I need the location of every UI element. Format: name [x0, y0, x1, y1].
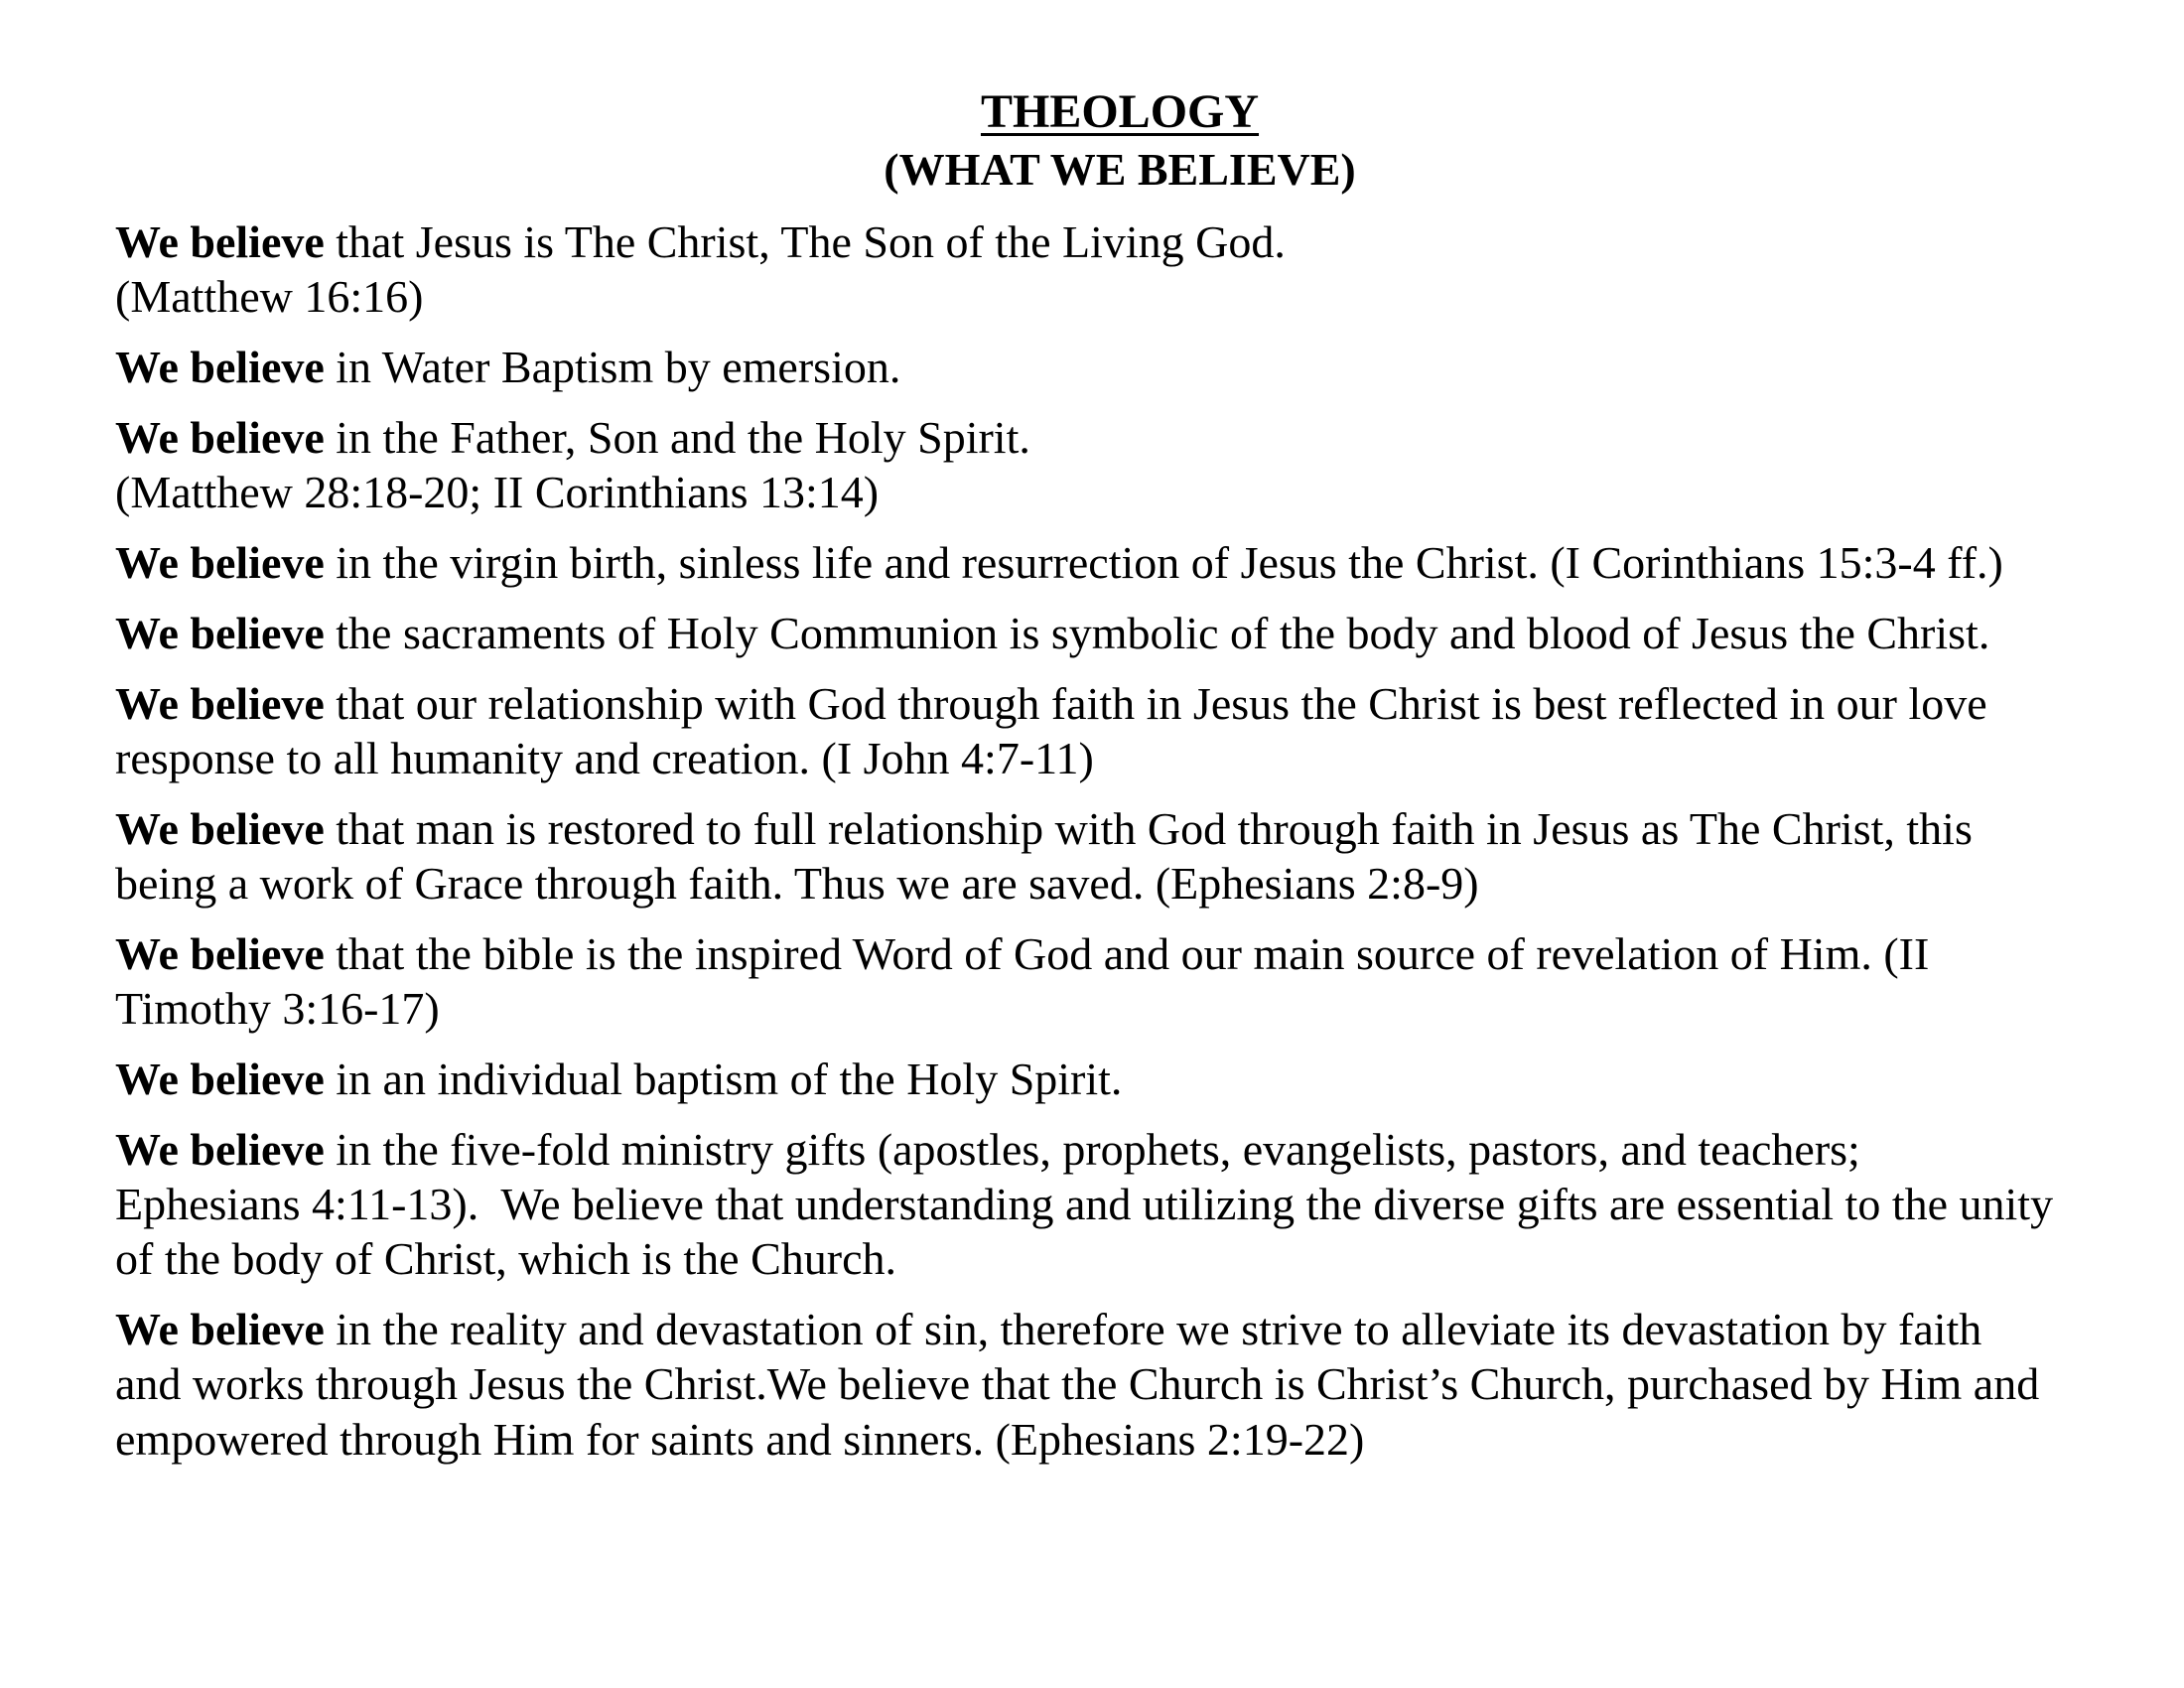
belief-text: (Matthew 28:18-20; II Corinthians 13:14): [115, 467, 880, 518]
paragraph-line: [115, 214, 2160, 269]
belief-paragraph: [115, 1122, 2160, 1287]
paragraph-line: [115, 269, 2160, 324]
paragraph-line: [115, 1356, 2160, 1411]
belief-lead: We believe: [115, 802, 325, 854]
paragraph-line: [115, 535, 2160, 590]
page-subtitle: (WHAT WE BELIEVE): [884, 144, 1356, 195]
belief-paragraph: [115, 606, 2160, 660]
belief-text: in the five-fold ministry gifts (apostles, prophets, evangelists, pastors, and teachers;: [324, 1123, 1860, 1175]
belief-text: (Matthew 16:16): [115, 271, 424, 323]
belief-paragraph: [115, 535, 2160, 590]
belief-lead: We believe: [115, 1123, 325, 1175]
paragraph-line: [115, 1412, 2160, 1467]
belief-text: Ephesians 4:11-13). We believe that understanding and utilizing the diverse gifts are essential to the unity: [115, 1178, 2054, 1229]
belief-paragraph: [115, 214, 2160, 325]
belief-paragraph: [115, 926, 2160, 1037]
belief-text: that our relationship with God through faith in Jesus the Christ is best reflected in our love: [324, 677, 1987, 729]
belief-text: response to all humanity and creation. (I John 4:7-11): [115, 732, 1094, 783]
paragraph-line: [115, 1302, 2160, 1356]
belief-lead: We believe: [115, 342, 325, 393]
paragraph-line: [115, 1052, 2160, 1106]
paragraph-line: [115, 1231, 2160, 1286]
paragraph-line: [115, 676, 2160, 731]
belief-lead: We believe: [115, 1304, 325, 1355]
belief-text: in the Father, Son and the Holy Spirit.: [324, 411, 1030, 463]
paragraph-line: [115, 731, 2160, 785]
belief-paragraph: [115, 1302, 2160, 1467]
belief-text: in Water Baptism by emersion.: [324, 342, 901, 393]
belief-text: the sacraments of Holy Communion is symbolic of the body and blood of Jesus the Christ.: [324, 607, 1990, 658]
belief-lead: We believe: [115, 411, 325, 463]
belief-text: that man is restored to full relationship with God through faith in Jesus as The Christ, this: [324, 802, 1973, 854]
belief-lead: We believe: [115, 536, 325, 588]
belief-text: that Jesus is The Christ, The Son of the Living God.: [324, 216, 1286, 267]
belief-text: in an individual baptism of the Holy Spirit.: [324, 1053, 1123, 1104]
paragraph-line: [115, 926, 2160, 981]
belief-text: in the reality and devastation of sin, therefore we strive to alleviate its devastation by faith: [324, 1304, 1982, 1355]
paragraph-line: [115, 410, 2160, 465]
belief-paragraph: [115, 1052, 2160, 1106]
belief-lead: We believe: [115, 607, 325, 658]
belief-lead: We believe: [115, 927, 325, 979]
belief-text: of the body of Christ, which is the Church.: [115, 1233, 897, 1285]
belief-text: being a work of Grace through faith. Thus we are saved. (Ephesians 2:8-9): [115, 857, 1479, 909]
paragraph-line: [115, 1177, 2160, 1231]
paragraph-line: [115, 801, 2160, 856]
belief-lead: We believe: [115, 216, 325, 267]
belief-text: Timothy 3:16-17): [115, 983, 440, 1035]
paragraph-line: [115, 856, 2160, 911]
paragraph-line: [115, 981, 2160, 1036]
belief-text: in the virgin birth, sinless life and resurrection of Jesus the Christ. (I Corinthians 15:3-4 ff.): [324, 536, 2003, 588]
paragraph-line: [115, 606, 2160, 660]
belief-paragraph: [115, 340, 2160, 394]
belief-lead: We believe: [115, 1053, 325, 1104]
belief-text: that the bible is the inspired Word of God and our main source of revelation of Him. (II: [324, 927, 1930, 979]
belief-list: [115, 214, 2160, 1481]
belief-paragraph: [115, 801, 2160, 912]
belief-text: empowered through Him for saints and sinners. (Ephesians 2:19-22): [115, 1413, 1365, 1465]
paragraph-line: [115, 465, 2160, 519]
belief-paragraph: [115, 410, 2160, 520]
belief-lead: We believe: [115, 677, 325, 729]
paragraph-line: [115, 1122, 2160, 1177]
page-title: THEOLOGY: [980, 85, 1260, 138]
belief-text: and works through Jesus the Christ.We believe that the Church is Christ’s Church, purchased by Him and: [115, 1358, 2040, 1410]
paragraph-line: [115, 340, 2160, 394]
belief-paragraph: [115, 676, 2160, 786]
